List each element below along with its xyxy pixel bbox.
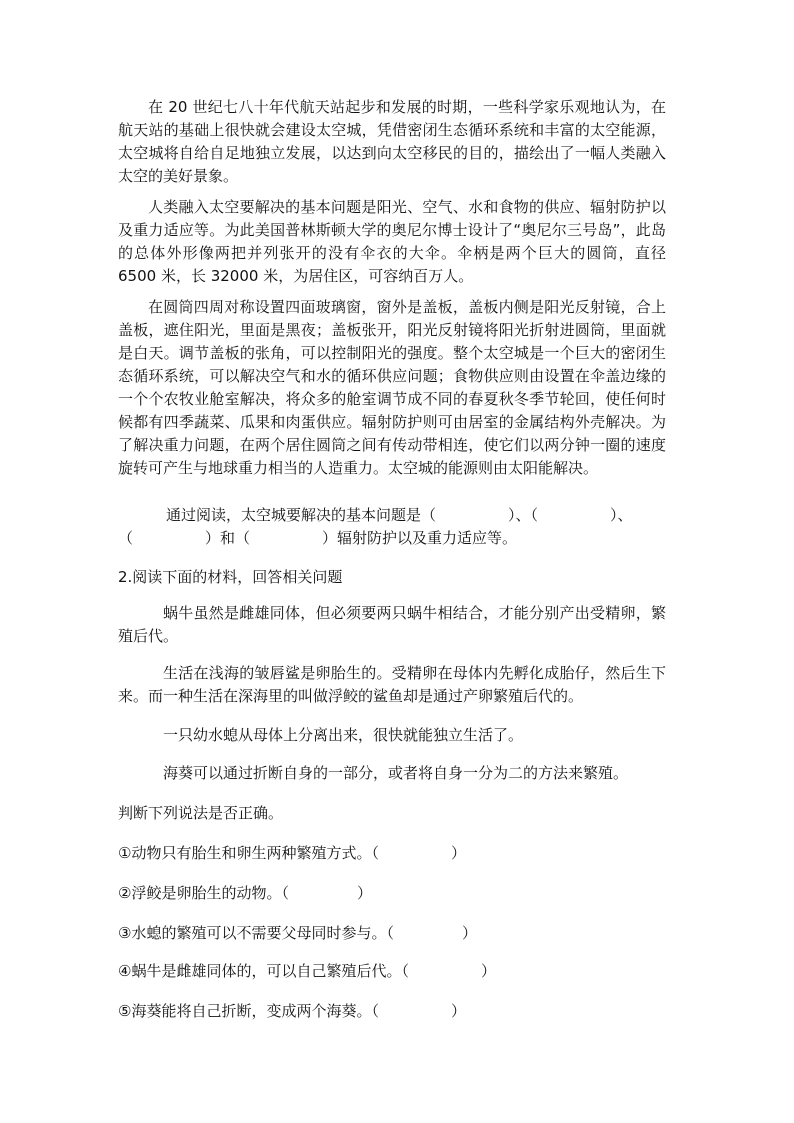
- judge-item-text: ①动物只有胎生和卵生两种繁殖方式。（: [118, 844, 379, 862]
- close-bracket: ）: [450, 844, 466, 862]
- close-bracket: ）: [461, 924, 477, 942]
- close-bracket: ）: [450, 1002, 466, 1020]
- material-snail: 蜗牛虽然是雌雄同体，但必须要两只蜗牛相结合，才能分别产出受精卵，繁殖后代。: [118, 604, 666, 645]
- question-text: ）、: [610, 506, 633, 524]
- passage-paragraph-3: 在圆筒四周对称设置四面玻璃窗，窗外是盖板，盖板内侧是阳光反射镜，合上盖板，遮住阳光，里面是黑夜；盖板张开，阳光反射镜将阳光折射进圆筒，里面就是白天。调节盖板的张角，可以控制阳光的强度。整个太空城是一个巨大的密闭生态循环系统，可以解决空气和水的循环供应问题；食物供应则由设置在伞盖边缘的一个个农牧业舱室解决，将众多的舱室调节成不同的春夏秋冬季节轮回，使任何时候都有四季蔬菜、瓜果和肉蛋供应。辐射防护则可由居室的金属结构外壳解决。为了解决重力问题，在两个居住圆筒之间有传动带相连，使它们以两分钟一圈的速度旋转可产生与地球重力相当的人造重力。太空城的能源则由太阳能解决。: [118, 298, 666, 477]
- question-2-heading: 2.阅读下面的材料，回答相关问题: [118, 568, 343, 586]
- judge-item-text: ⑤海葵能将自己折断，变成两个海葵。（: [118, 1002, 379, 1020]
- judge-item-text: ②浮鲛是卵胎生的动物。（: [118, 884, 289, 902]
- material-anemone: 海葵可以通过折断自身的一部分，或者将自身一分为二的方法来繁殖。: [163, 764, 629, 782]
- judge-item-4: [118, 960, 678, 983]
- close-bracket: ）: [480, 962, 496, 980]
- judge-item-text: ④蜗牛是雌雄同体的，可以自己繁殖后代。（: [118, 962, 409, 980]
- judge-item-2: [118, 882, 678, 905]
- question-text: 通过阅读，太空城要解决的基本问题是（: [166, 506, 437, 524]
- question-text: （: [118, 529, 134, 547]
- judge-item-3: [118, 922, 678, 945]
- judge-item-text: ③水螅的繁殖可以不需要父母同时参与。（: [118, 924, 394, 942]
- judge-item-5: [118, 1000, 678, 1023]
- close-bracket: ）: [356, 884, 372, 902]
- passage-paragraph-1: 在 20 世纪七八十年代航天站起步和发展的时期，一些科学家乐观地认为，在航天站的基础上很快就会建设太空城，凭借密闭生态循环系统和丰富的太空能源，太空城将自给自足地独立发展，以达到向太空移民的目的，描绘出了一幅人类融入太空的美好景象。: [118, 98, 666, 185]
- judge-item-1: [118, 842, 678, 865]
- material-shark: 生活在浅海的皱唇鲨是卵胎生的。受精卵在母体内先孵化成胎仔，然后生下来。而一种生活在深海里的叫做浮鲛的鲨鱼却是通过产卵繁殖后代的。: [118, 664, 666, 705]
- material-hydra: 一只幼水螅从母体上分离出来，很快就能独立生活了。: [163, 726, 524, 744]
- judge-instruction: 判断下列说法是否正确。: [118, 804, 284, 822]
- question-text: ）和（: [205, 529, 251, 547]
- fill-blank-line-1: [166, 504, 726, 527]
- question-text: ）辐射防护以及重力适应等。: [322, 529, 518, 547]
- fill-blank-line-2: [118, 527, 678, 550]
- passage-paragraph-2: 人类融入太空要解决的基本问题是阳光、空气、水和食物的供应、辐射防护以及重力适应等。为此美国普林斯顿大学的奥尼尔博士设计了“奥尼尔三号岛”，此岛的总体外形像两把并列张开的没有伞衣的大伞。伞柄是两个巨大的圆筒，直径 6500 米，长 32000 米，为居住区，可容纳百万人。: [118, 198, 666, 285]
- question-text: ）、（: [508, 506, 539, 524]
